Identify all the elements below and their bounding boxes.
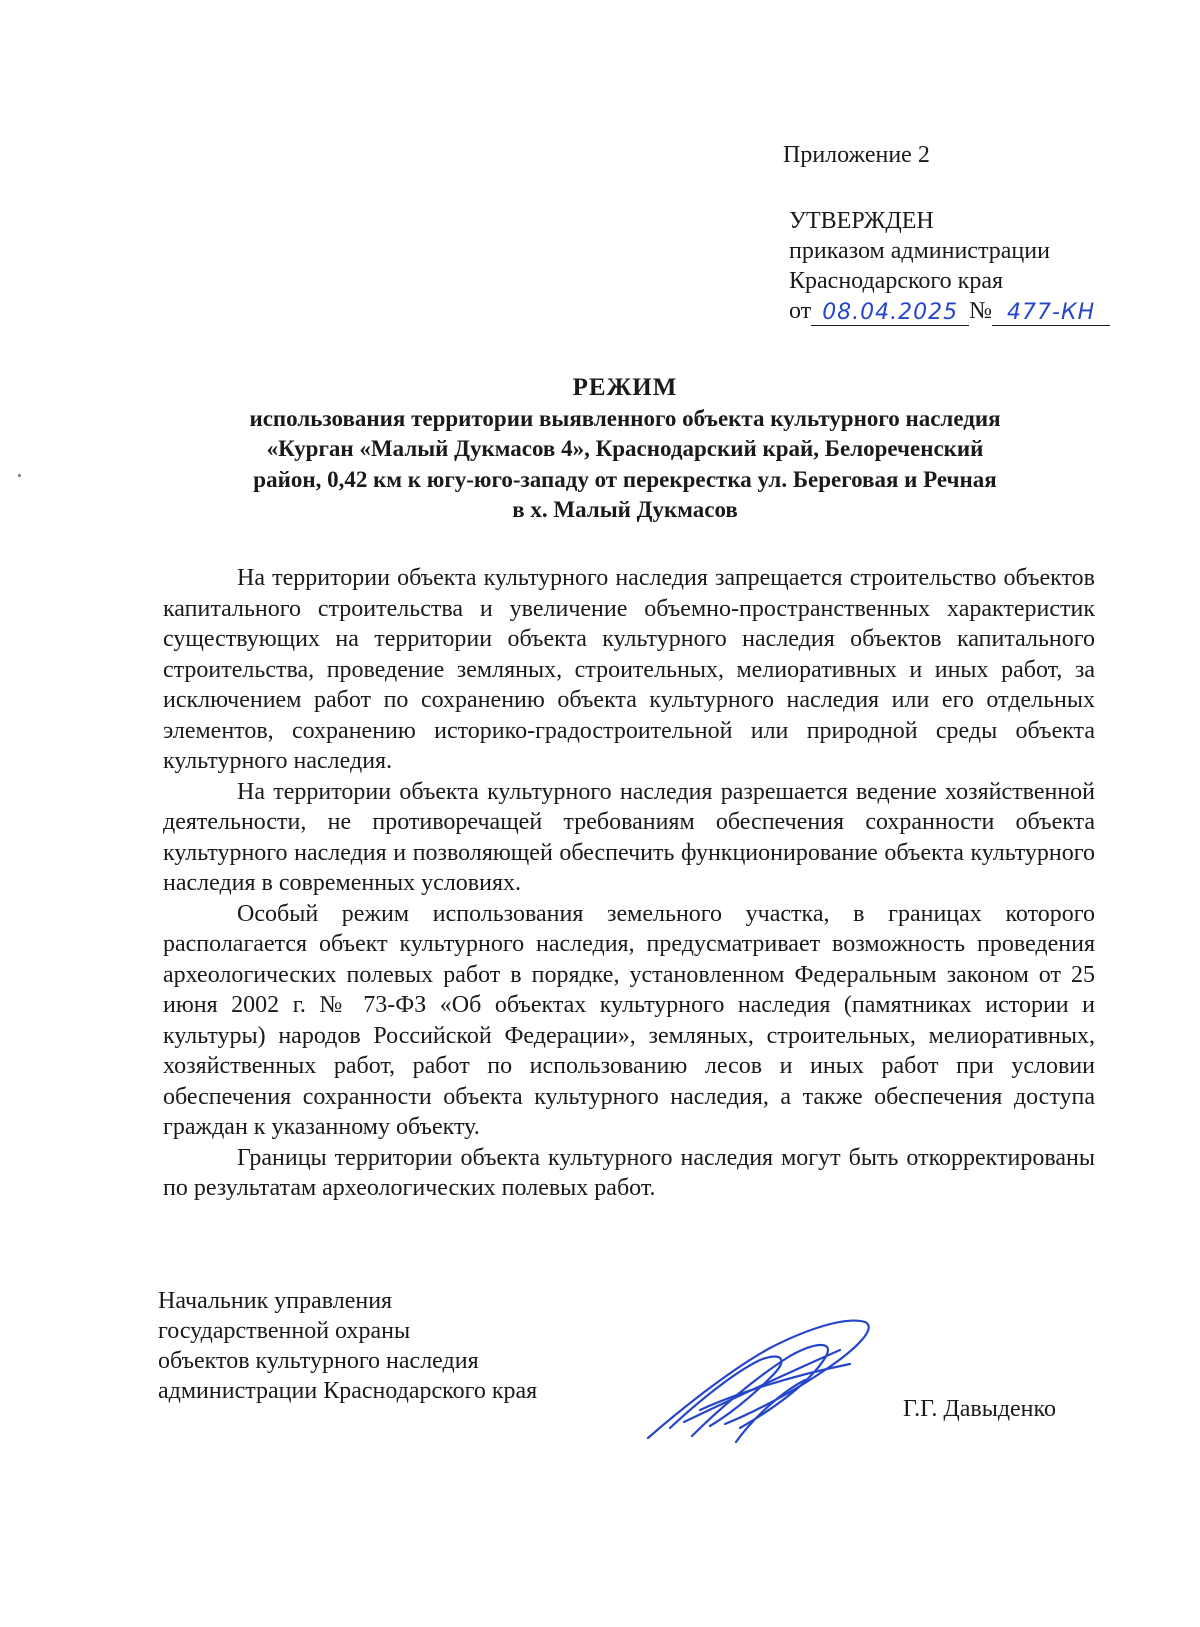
title-line-2: «Курган «Малый Дукмасов 4», Краснодарский край, Белореченский [266,436,984,461]
signatory-line-1: Начальник управления [158,1288,393,1314]
title-line-1: использования территории выявленного объекта культурного наследия [249,405,1001,431]
order-date-line [789,296,1110,326]
signatory-line-2: государственной охраны [158,1318,411,1344]
approval-block [789,206,1110,326]
signatory-line-4: администрации Краснодарского края [158,1378,538,1404]
handwritten-signature [640,1310,880,1450]
document-body [163,563,1095,1204]
signatory-line-3: объектов культурного наследия [158,1348,479,1374]
paragraph-boundaries: Границы территории объекта культурного наследия могут быть откорректированы по результатам археологических полевых работ. [163,1144,1095,1201]
title-line-4: в х. Малый Дукмасов [512,497,738,522]
paragraph-permissions: На территории объекта культурного наследия разрешается ведение хозяйственной деятельности, не противоречащей требованиям обеспечения сохранности объекта культурного наследия и позволяющей обеспечить функционирование объекта культурного наследия в современных условиях. [163,778,1095,896]
signatory-position [158,1286,537,1406]
order-number-handwritten: 477-КН [992,301,1110,326]
paragraph-special-regime: Особый режим использования земельного участка, в границах которого располагается объект культурного наследия, предусматривает возможность проведения археологических полевых работ в порядке, установленном Федеральным законом от 25 июня 2002 г. № 73-ФЗ «Об объектах культурного наследия (памятниках истории и культуры) народов Российской Федерации», земляных, строительных, мелиоративных, хозяйственных работ, работ по использованию лесов и иных работ при условии обеспечения сохранности объекта культурного наследия, а также обеспечения доступа граждан к указанному объекту. [163,900,1095,1140]
title-line-3: район, 0,42 км к югу-юго-западу от перекрестка ул. Береговая и Речная [253,466,997,492]
signatory-name: Г.Г. Давыденко [903,1396,1056,1422]
title-main: РЕЖИМ [572,374,678,401]
order-date-handwritten: 08.04.2025 [811,301,969,326]
date-prefix: от [789,298,812,324]
document-title [160,373,1090,526]
scan-speck [18,474,21,477]
approved-label: УТВЕРЖДЕН [789,208,934,234]
paragraph-prohibitions: На территории объекта культурного наследия запрещается строительство объектов капитального строительства и увеличение объемно-пространственных характеристик существующих на территории объекта культурного наследия объектов капитального строительства, проведение земляных, строительных, мелиоративных и иных работ, за исключением работ по сохранению объекта культурного наследия или его отдельных элементов, сохранению историко-градостроительной или природной среды объекта культурного наследия. [163,565,1095,774]
approved-by-line1: приказом администрации [789,238,1050,264]
appendix-label: Приложение 2 [783,142,930,168]
number-sign: № [969,298,993,324]
approved-by-line2: Краснодарского края [789,268,1004,294]
